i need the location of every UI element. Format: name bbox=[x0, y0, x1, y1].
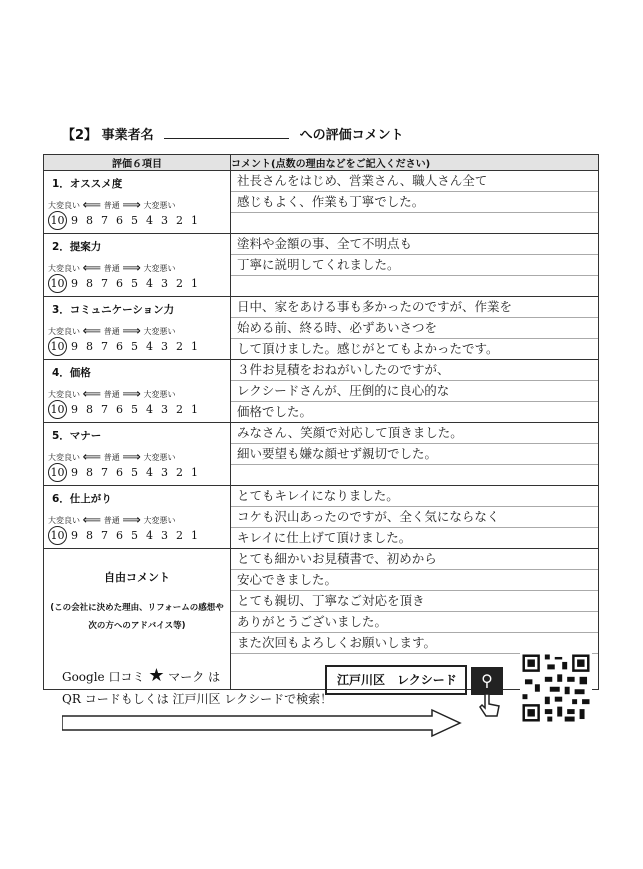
scale-mid-label: 普通 bbox=[103, 201, 120, 210]
score-option: 5 bbox=[131, 277, 138, 290]
score-numbers bbox=[48, 526, 202, 545]
star-icon: ★ bbox=[148, 665, 165, 686]
comment-line: レクシードさんが、圧倒的に良心的な bbox=[231, 381, 598, 402]
criteria-cell bbox=[44, 297, 231, 360]
free-comment-note-1: (この会社に決めた理由、リフォームの感想や bbox=[50, 603, 224, 613]
scale-right-label: 大変悪い bbox=[143, 264, 176, 273]
comment-cell bbox=[231, 486, 599, 549]
score-option: 2 bbox=[176, 529, 183, 542]
comment-line bbox=[231, 465, 598, 485]
arrow-right-icon: ⟹ bbox=[122, 324, 141, 339]
score-option: 3 bbox=[161, 466, 168, 479]
free-comment-note-2: 次の方へのアドバイス等) bbox=[88, 621, 186, 631]
score-option: 3 bbox=[161, 214, 168, 227]
search-icon: ⚲ bbox=[471, 667, 503, 695]
scale-left-label: 大変良い bbox=[48, 264, 80, 273]
arrow-right-icon bbox=[62, 708, 462, 738]
score-option: 10 bbox=[48, 526, 67, 545]
score-option: 6 bbox=[116, 214, 123, 227]
comment-line: コケも沢山あったのですが、全く気にならなく bbox=[231, 507, 598, 528]
criteria-name: 5．マナー bbox=[52, 430, 102, 442]
arrow-left-icon: ⟸ bbox=[82, 261, 102, 276]
score-numbers bbox=[48, 211, 202, 230]
score-option: 6 bbox=[116, 529, 123, 542]
criteria-name: 6．仕上がり bbox=[52, 493, 112, 505]
score-option: 3 bbox=[161, 340, 168, 353]
score-option: 9 bbox=[71, 277, 78, 290]
scale-left-label: 大変良い bbox=[48, 516, 80, 525]
comment-cell bbox=[231, 423, 599, 486]
criteria-header: 評価６項目 bbox=[44, 155, 231, 171]
score-option: 9 bbox=[71, 529, 78, 542]
comment-cell bbox=[231, 171, 599, 234]
score-option: 6 bbox=[116, 403, 123, 416]
criteria-row bbox=[44, 171, 599, 234]
comment-line: 塗料や金額の事、全て不明点も bbox=[231, 234, 598, 255]
score-option: 4 bbox=[146, 214, 153, 227]
footer-line-1 bbox=[62, 665, 220, 686]
comment-line: とても親切、丁寧なご対応を頂き bbox=[231, 591, 598, 612]
score-option: 4 bbox=[146, 529, 153, 542]
scale-right-label: 大変悪い bbox=[143, 327, 176, 336]
score-option: 10 bbox=[48, 463, 67, 482]
form-title bbox=[62, 124, 404, 143]
company-name-blank bbox=[164, 126, 289, 139]
score-option: 2 bbox=[176, 466, 183, 479]
score-option: 4 bbox=[146, 340, 153, 353]
score-option: 8 bbox=[86, 529, 93, 542]
score-option: 1 bbox=[191, 340, 198, 353]
arrow-right-icon: ⟹ bbox=[122, 198, 141, 213]
score-option: 7 bbox=[101, 529, 108, 542]
score-option: 6 bbox=[116, 340, 123, 353]
score-option: 5 bbox=[131, 529, 138, 542]
score-option: 8 bbox=[86, 466, 93, 479]
score-option: 7 bbox=[101, 277, 108, 290]
score-option: 2 bbox=[176, 277, 183, 290]
criteria-row bbox=[44, 297, 599, 360]
comment-line: 感じもよく、作業も丁寧でした。 bbox=[231, 192, 598, 213]
score-option: 3 bbox=[161, 529, 168, 542]
arrow-right-icon: ⟹ bbox=[122, 450, 141, 465]
comment-line bbox=[231, 213, 598, 233]
comment-cell bbox=[231, 360, 599, 423]
score-option: 5 bbox=[131, 403, 138, 416]
score-option: 5 bbox=[131, 340, 138, 353]
score-option: 6 bbox=[116, 466, 123, 479]
score-option: 2 bbox=[176, 340, 183, 353]
score-option: 1 bbox=[191, 214, 198, 227]
score-option: 9 bbox=[71, 403, 78, 416]
arrow-right-icon: ⟹ bbox=[122, 387, 141, 402]
free-comment-title: 自由コメント bbox=[104, 571, 170, 584]
criteria-name: 4．価格 bbox=[52, 367, 91, 379]
score-option: 7 bbox=[101, 466, 108, 479]
pointer-hand-icon bbox=[477, 690, 505, 720]
criteria-name: 1．オススメ度 bbox=[52, 178, 123, 190]
scale-right-label: 大変悪い bbox=[143, 201, 176, 210]
score-option: 5 bbox=[131, 214, 138, 227]
score-numbers bbox=[48, 463, 202, 482]
score-numbers bbox=[48, 400, 202, 419]
score-option: 4 bbox=[146, 403, 153, 416]
score-option: 7 bbox=[101, 214, 108, 227]
score-option: 3 bbox=[161, 277, 168, 290]
arrow-left-icon: ⟸ bbox=[82, 513, 102, 528]
comment-line: 価格でした。 bbox=[237, 404, 313, 419]
criteria-name: 2．提案力 bbox=[52, 241, 102, 253]
arrow-right-icon: ⟹ bbox=[122, 261, 141, 276]
comment-line: とてもキレイになりました。 bbox=[231, 486, 598, 507]
criteria-cell bbox=[44, 360, 231, 423]
scale-left-label: 大変良い bbox=[48, 390, 80, 399]
score-option: 6 bbox=[116, 277, 123, 290]
score-option: 4 bbox=[146, 466, 153, 479]
score-option: 10 bbox=[48, 274, 67, 293]
comment-line: また次回もよろしくお願いします。 bbox=[231, 633, 598, 654]
footer-line-2: QR コードもしくは 江戸川区 レクシードで検索！ bbox=[62, 692, 333, 706]
arrow-right-icon: ⟹ bbox=[122, 513, 141, 528]
arrow-left-icon: ⟸ bbox=[82, 387, 102, 402]
section-number: 【2】 bbox=[62, 128, 98, 143]
criteria-name: 3．コミュニケーション力 bbox=[52, 304, 175, 316]
score-option: 4 bbox=[146, 277, 153, 290]
score-option: 7 bbox=[101, 340, 108, 353]
search-box: 江戸川区 レクシード bbox=[325, 665, 467, 695]
scale-left-label: 大変良い bbox=[48, 453, 80, 462]
criteria-cell bbox=[44, 234, 231, 297]
scale-left-label: 大変良い bbox=[48, 201, 80, 210]
score-option: 1 bbox=[191, 466, 198, 479]
comment-line bbox=[231, 276, 598, 296]
arrow-left-icon: ⟸ bbox=[82, 324, 102, 339]
criteria-cell bbox=[44, 171, 231, 234]
score-option: 5 bbox=[131, 466, 138, 479]
comment-cell bbox=[231, 234, 599, 297]
scale-mid-label: 普通 bbox=[103, 327, 120, 336]
score-option: 1 bbox=[191, 403, 198, 416]
score-option: 1 bbox=[191, 529, 198, 542]
scale-mid-label: 普通 bbox=[103, 390, 120, 399]
qr-code-icon bbox=[520, 652, 592, 724]
comment-line: して頂けました。感じがとてもよかったです。 bbox=[237, 341, 499, 356]
scale-mid-label: 普通 bbox=[103, 453, 120, 462]
scale-mid-label: 普通 bbox=[103, 516, 120, 525]
comment-line: 丁寧に説明してくれました。 bbox=[231, 255, 598, 276]
scale-left-label: 大変良い bbox=[48, 327, 80, 336]
arrow-left-icon: ⟸ bbox=[82, 450, 102, 465]
score-option: 1 bbox=[191, 277, 198, 290]
criteria-cell bbox=[44, 486, 231, 549]
comment-cell bbox=[231, 297, 599, 360]
score-option: 8 bbox=[86, 403, 93, 416]
score-numbers bbox=[48, 274, 202, 293]
score-option: 9 bbox=[71, 340, 78, 353]
score-option: 8 bbox=[86, 214, 93, 227]
comment-header: コメント(点数の理由などをご記入ください) bbox=[231, 155, 599, 171]
comment-line: ありがとうございました。 bbox=[231, 612, 598, 633]
criteria-row bbox=[44, 423, 599, 486]
criteria-row bbox=[44, 360, 599, 423]
score-option: 8 bbox=[86, 277, 93, 290]
score-option: 10 bbox=[48, 211, 67, 230]
criteria-row bbox=[44, 234, 599, 297]
comment-line: 社長さんをはじめ、営業さん、職人さん全て bbox=[231, 171, 598, 192]
evaluation-table bbox=[43, 154, 599, 690]
score-option: 9 bbox=[71, 214, 78, 227]
score-option: 9 bbox=[71, 466, 78, 479]
scale-right-label: 大変悪い bbox=[143, 516, 176, 525]
arrow-left-icon: ⟸ bbox=[82, 198, 102, 213]
google-review-text: Google 口コミ bbox=[62, 670, 145, 684]
comment-line: 始める前、終る時、必ずあいさつを bbox=[231, 318, 598, 339]
comment-line: 細い要望も嫌な顔せず親切でした。 bbox=[231, 444, 598, 465]
comment-line: とても細かいお見積書で、初めから bbox=[231, 549, 598, 570]
company-label: 事業者名 bbox=[101, 128, 154, 143]
score-option: 10 bbox=[48, 337, 67, 356]
mark-text: マーク は bbox=[168, 670, 221, 684]
scale-right-label: 大変悪い bbox=[143, 453, 176, 462]
score-option: 2 bbox=[176, 214, 183, 227]
criteria-cell bbox=[44, 423, 231, 486]
comment-line: みなさん、笑顔で対応して頂きました。 bbox=[231, 423, 598, 444]
comment-line: ３件お見積をおねがいしたのですが、 bbox=[231, 360, 598, 381]
scale-right-label: 大変悪い bbox=[143, 390, 176, 399]
scale-mid-label: 普通 bbox=[103, 264, 120, 273]
score-numbers bbox=[48, 337, 202, 356]
score-option: 3 bbox=[161, 403, 168, 416]
score-option: 10 bbox=[48, 400, 67, 419]
comment-line: キレイに仕上げて頂けました。 bbox=[237, 530, 412, 545]
criteria-row bbox=[44, 486, 599, 549]
comment-line: 安心できました。 bbox=[231, 570, 598, 591]
score-option: 2 bbox=[176, 403, 183, 416]
score-option: 7 bbox=[101, 403, 108, 416]
title-suffix: への評価コメント bbox=[299, 128, 404, 143]
score-option: 8 bbox=[86, 340, 93, 353]
comment-line: 日中、家をあける事も多かったのですが、作業を bbox=[231, 297, 598, 318]
